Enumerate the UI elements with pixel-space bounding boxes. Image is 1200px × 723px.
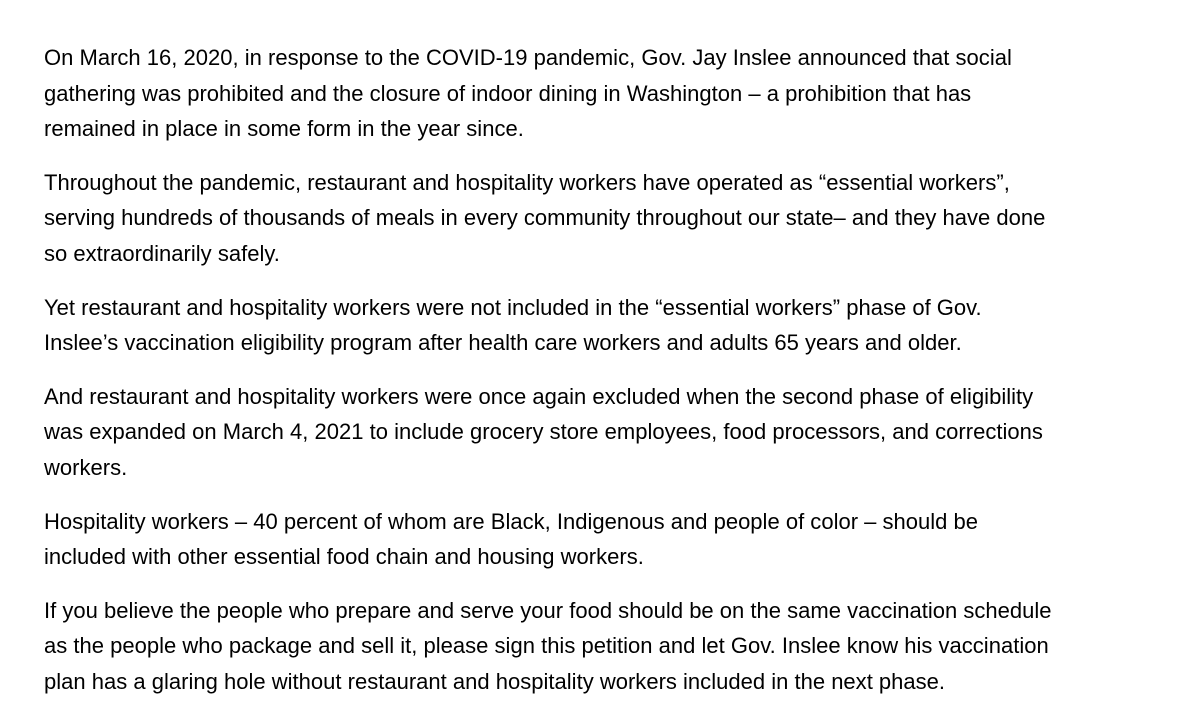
text-line: serving hundreds of thousands of meals in every community throughout our state– and they have done <box>44 205 1046 231</box>
text-line: workers. <box>44 454 128 480</box>
paragraph-march-16-closure <box>44 40 1174 147</box>
text-line: On March 16, 2020, in response to the COVID-19 pandemic, Gov. Jay Inslee announced that social <box>44 45 1012 70</box>
paragraph-call-to-action <box>44 593 1174 700</box>
text-line: included with other essential food chain and housing workers. <box>44 544 644 570</box>
paragraph-excluded-again <box>44 379 1174 486</box>
text-line: as the people who package and sell it, please sign this petition and let Gov. Inslee know his vaccination <box>44 633 1049 659</box>
text-line: plan has a glaring hole without restaurant and hospitality workers included in the next phase. <box>44 668 946 694</box>
text-line: so extraordinarily safely. <box>44 240 280 266</box>
text-line: If you believe the people who prepare and serve your food should be on the same vaccination schedule <box>44 597 1052 623</box>
text-line: was expanded on March 4, 2021 to include grocery store employees, food processors, and corrections <box>44 419 1043 445</box>
paragraph-hospitality-workers <box>44 504 1174 575</box>
text-line: Yet restaurant and hospitality workers were not included in the “essential workers” phase of Gov. <box>44 294 982 320</box>
text-line: remained in place in some form in the year since. <box>44 116 524 142</box>
text-line: gathering was prohibited and the closure of indoor dining in Washington – a prohibition that has <box>44 80 972 106</box>
text-line: And restaurant and hospitality workers were once again excluded when the second phase of eligibility <box>44 383 1034 409</box>
text-line: Throughout the pandemic, restaurant and hospitality workers have operated as “essential workers”, <box>44 169 1010 195</box>
petition-document <box>44 40 1174 700</box>
text-line: Inslee’s vaccination eligibility program after health care workers and adults 65 years and older. <box>44 330 962 356</box>
paragraph-essential-workers <box>44 165 1174 272</box>
paragraph-not-included <box>44 290 1174 361</box>
text-line: Hospitality workers – 40 percent of whom are Black, Indigenous and people of color – should be <box>44 508 979 534</box>
